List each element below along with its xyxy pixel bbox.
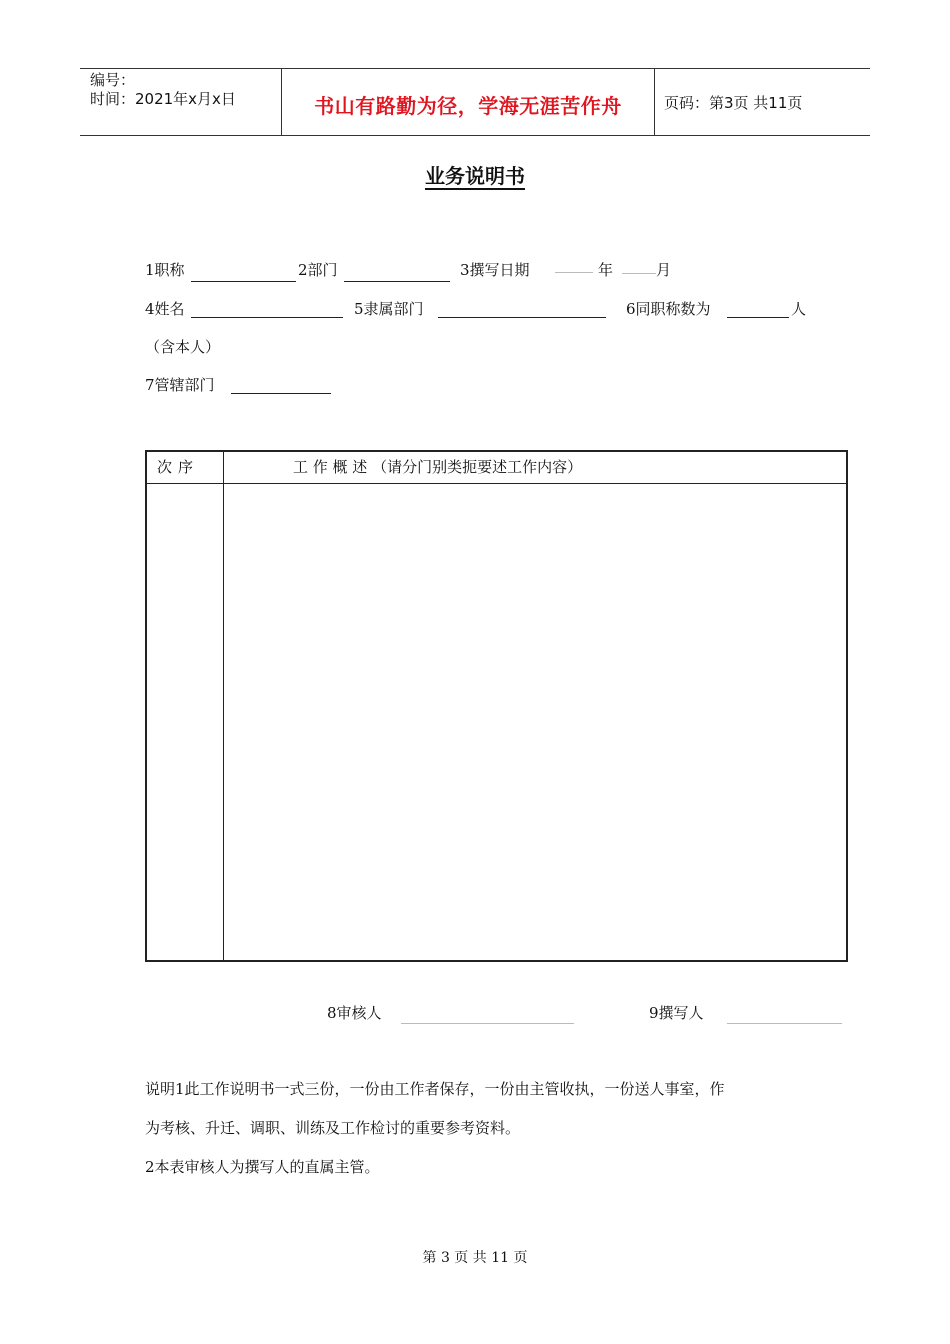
- field-same-title-count-note: （含本人）: [145, 338, 221, 356]
- field-same-title-count-input[interactable]: [727, 317, 789, 318]
- note-line-3: 2本表审核人为撰写人的直属主管。: [145, 1158, 380, 1176]
- table-work-summary-cell[interactable]: [224, 484, 848, 962]
- table-header-order: 次序: [157, 458, 200, 476]
- field-department-label: 2部门: [298, 261, 338, 279]
- header-top-rule: [80, 68, 870, 69]
- table-order-cell[interactable]: [147, 484, 223, 962]
- signature-writer-label: 9撰写人: [649, 1004, 704, 1022]
- signature-writer-input[interactable]: [727, 1023, 842, 1024]
- field-name-label: 4姓名: [145, 300, 185, 318]
- field-write-date-year-unit: 年: [598, 261, 614, 279]
- document-title-text: 业务说明书: [425, 164, 525, 188]
- field-title-input[interactable]: [191, 281, 296, 282]
- field-same-title-count-unit: 人: [791, 300, 807, 318]
- header-date-label: 时间：2021年x月x日: [90, 90, 236, 108]
- note-line-1: 说明1此工作说明书一式三份，一份由工作者保存，一份由主管收执，一份送人事室，作: [145, 1080, 725, 1098]
- document-title: [0, 160, 950, 189]
- work-summary-table: [145, 450, 848, 962]
- note-line-2: 为考核、升迁、调职、训练及工作检讨的重要参考资料。: [145, 1119, 521, 1137]
- header-bottom-rule: [80, 135, 870, 136]
- field-managed-dept-label: 7管辖部门: [145, 376, 215, 394]
- field-write-date-year-input[interactable]: [555, 272, 593, 273]
- signature-reviewer-input[interactable]: [401, 1023, 574, 1024]
- field-write-date-month-unit: 月: [656, 261, 672, 279]
- field-department-input[interactable]: [344, 281, 450, 282]
- page-footer: 第 3 页 共 11 页: [422, 1250, 528, 1266]
- header-page-info: 页码：第3页 共11页: [664, 94, 803, 112]
- field-affiliated-dept-input[interactable]: [438, 317, 606, 318]
- field-write-date-month-input[interactable]: [622, 273, 656, 274]
- header-divider-right: [654, 68, 655, 135]
- header-code-label: 编号：: [90, 71, 136, 89]
- table-header-work-summary: 工 作 概 述 （请分门别类扼要述工作内容）: [293, 458, 583, 476]
- field-managed-dept-input[interactable]: [231, 393, 331, 394]
- field-same-title-count-label: 6同职称数为: [626, 300, 711, 318]
- field-title-label: 1职称: [145, 261, 185, 279]
- header-motto: 书山有路勤为径，学海无涯苦作舟: [314, 94, 622, 118]
- field-affiliated-dept-label: 5隶属部门: [354, 300, 424, 318]
- signature-reviewer-label: 8审核人: [327, 1004, 382, 1022]
- field-name-input[interactable]: [191, 317, 343, 318]
- field-write-date-label: 3撰写日期: [460, 261, 530, 279]
